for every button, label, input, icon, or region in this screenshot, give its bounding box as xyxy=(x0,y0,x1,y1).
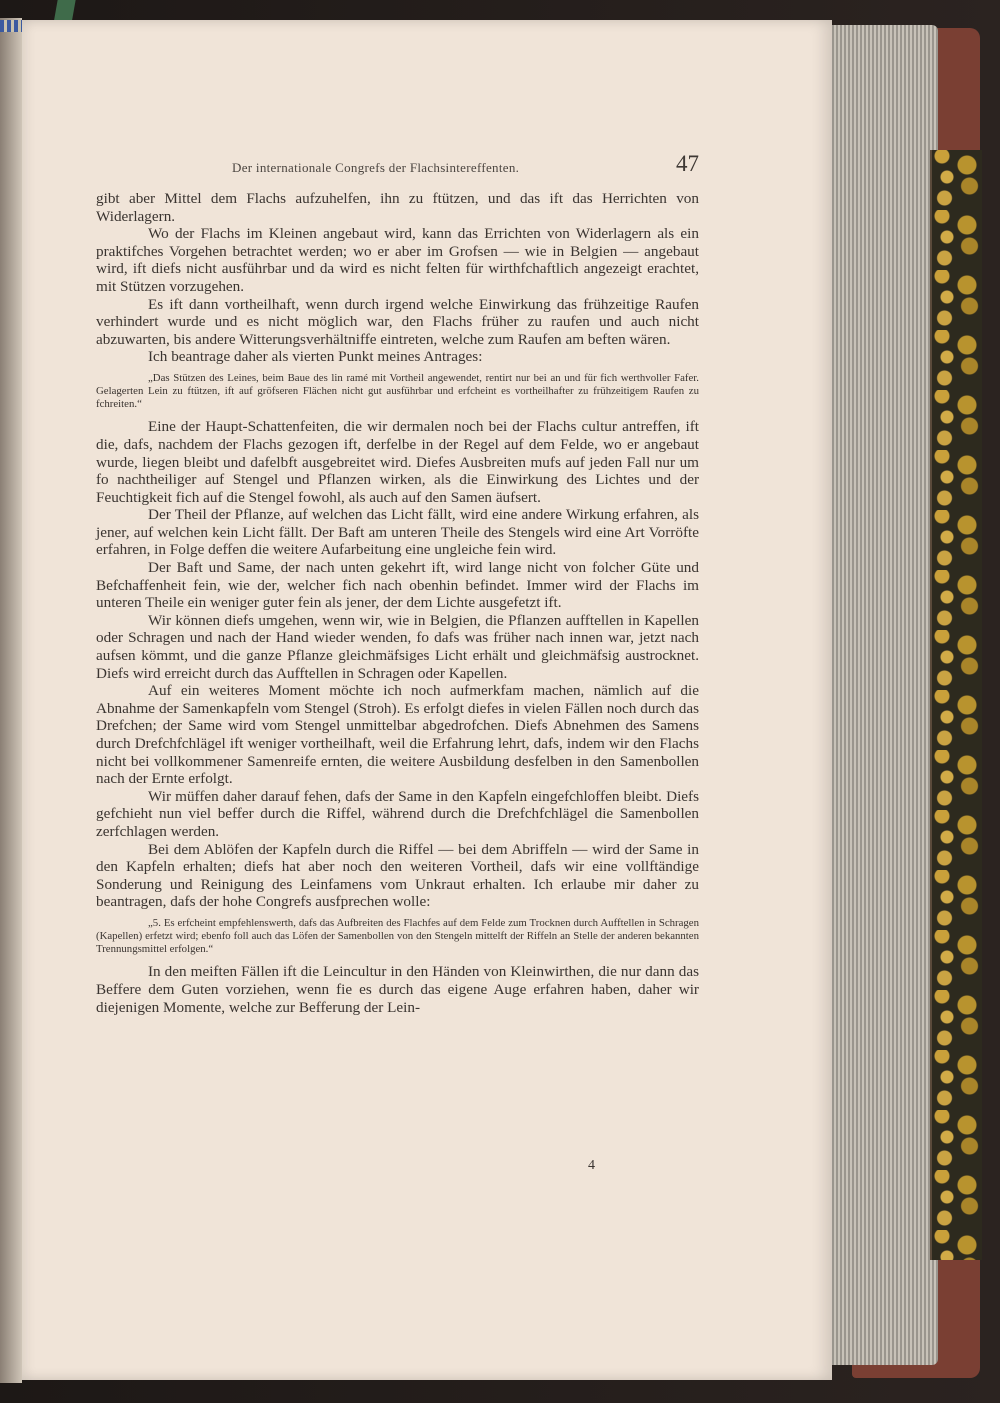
paragraph: Eine der Haupt-Schattenfeiten, die wir dermalen noch bei der Flachs cultur antreffen, ift die, dafs, nachdem der Flachs gezogen ift, derfelbe in der Regel auf dem Felde, wo er angebaut wurde, liegen bleibt und dafelbft ausgebreitet wird. Diefes Ausbreiten mufs auf jeden Fall nur um fo nachtheiliger auf Stengel und Pflanzen wirken, als die Einwirkung des Lichtes und der Feuchtigkeit fich auf die Stengel fowohl, als auch auf den Samen äufsert. xyxy=(96,418,699,506)
paragraph: Auf ein weiteres Moment möchte ich noch aufmerkfam machen, nämlich auf die Abnahme der Samenkapfeln vom Stengel (Stroh). Es erfolgt diefes in vielen Fällen noch durch das Drefchen; der Same wird vom Stengel unmittelbar abgedrofchen. Diefs Abnehmen des Samens durch Drefchfchlägel ift weniger vortheilhaft, weil die Erfahrung lehrt, dafs, indem wir den Flachs nicht bei vollkommener Samenreife ernten, die weitere Ausbildung desfelben in den Samenbollen nach der Ernte erfolgt. xyxy=(96,682,699,788)
quote-text: „Das Stützen des Leines, beim Baue des lin ramé mit Vortheil angewendet, rentirt nur bei an und für fich werthvoller Fafer. Gelagerten Lein zu ftützen, ift auf gröfseren Flächen nicht gut ausführbar und erfcheint es vortheilhafter zu frühzeitigem Raufen zu fchreiten.“ xyxy=(96,371,699,410)
paragraph: Ich beantrage daher als vierten Punkt meines Antrages: xyxy=(148,348,483,366)
page-edges xyxy=(828,25,938,1365)
paragraph: Es ift dann vortheilhaft, wenn durch irgend welche Einwirkung das frühzeitige Raufen verhindert wurde und es nicht möglich war, den Flachs früher zu raufen und auch nicht abzuwarten, bis andere Witterungsverhältniffe eintreten, welche zum Raufen am beften wären. xyxy=(96,295,699,348)
paragraph: Wo der Flachs im Kleinen angebaut wird, kann das Errichten von Widerlagern als ein praktifches Vorgehen betrachtet werden; wo er aber im Grofsen — wie in Belgien — angebaut wird, ift diefs nicht ausführbar und da wird es nicht felten für wirthfchaftlich angezeigt erachtet, mit Stützen vorzugehen. xyxy=(96,225,699,295)
paragraph: gibt aber Mittel dem Flachs aufzuhelfen, ihn zu ftützen, und das ift das Herrichten von Widerlagern. xyxy=(96,190,699,225)
paragraph: Wir müffen daher darauf fehen, dafs der Same in den Kapfeln eingefchloffen bleibt. Diefs gefchieht nun viel beffer durch die Riffel, während durch die Drefchfchlägel die Samenbollen zerfchlagen werden. xyxy=(96,787,699,840)
page-number: 47 xyxy=(676,151,699,176)
paragraph: Bei dem Ablöfen der Kapfeln durch die Riffel — bei dem Abriffeln — wird der Same in den Kapfeln erhalten; diefs hat aber noch den weiteren Vortheil, dafs wir eine vollftändige Sonderung und Reinigung des Leinfamens vom Unkraut erhalten. Ich erlaube mir daher zu beantragen, dafs der hohe Congrefs ausfprechen wolle: xyxy=(96,840,699,911)
quoted-motion xyxy=(96,372,699,410)
marbled-endpaper xyxy=(930,150,982,1260)
paragraph: Wir können diefs umgehen, wenn wir, wie in Belgien, die Pflanzen aufftellen in Kapellen oder Schragen und nach der Hand wieder wenden, fo dafs was früher nach innen war, jetzt nach aufsen kömmt, und die ganze Pflanze gleichmäfsiges Licht erhält und gleichmäfsig austrocknet. Diefs wird erreicht durch das Aufftellen in Schragen oder Kapellen. xyxy=(96,611,699,682)
page-body xyxy=(96,190,699,1016)
paragraph: In den meiften Fällen ift die Leincultur in den Händen von Kleinwirthen, die nur dann das Beffere dem Guten vorziehen, wenn fie es durch das eigene Auge erfahren haben, daher wir diejenigen Momente, welche zur Befferung der Lein- xyxy=(96,963,699,1016)
left-page-edge xyxy=(0,18,22,1383)
running-header: Der internationale Congrefs der Flachsintereffenten. xyxy=(232,160,520,175)
paragraph: Der Theil der Pflanze, auf welchen das Licht fällt, wird eine andere Wirkung erfahren, als jener, auf welchen kein Licht fällt. Der Baft am unteren Theile des Stengels wird eine Art Vorröfte erfahren, in Folge deffen die weitere Aufarbeitung eine ungleiche fein wird. xyxy=(96,506,699,559)
signature-mark: 4 xyxy=(588,1158,595,1173)
paragraph: Der Baft und Same, der nach unten gekehrt ift, wird lange nicht von folcher Güte und Befchaffenheit fein, wie der, welcher fich nach obenhin befindet. Immer wird der Flachs im unteren Theile ein weniger guter fein als jener, der dem Lichte ausgefetzt ift. xyxy=(96,559,699,612)
quoted-motion xyxy=(96,917,699,955)
quote-text: „5. Es erfcheint empfehlenswerth, dafs das Aufbreiten des Flachfes auf dem Felde zum Trocknen durch Aufftellen in Schragen (Kapellen) erfetzt wird; ebenfo foll auch das Löfen der Samenbollen von den Stengeln mittelft der Riffeln an Stelle der anderen bekannten Trennungsmittel erfolgen.“ xyxy=(96,916,699,955)
